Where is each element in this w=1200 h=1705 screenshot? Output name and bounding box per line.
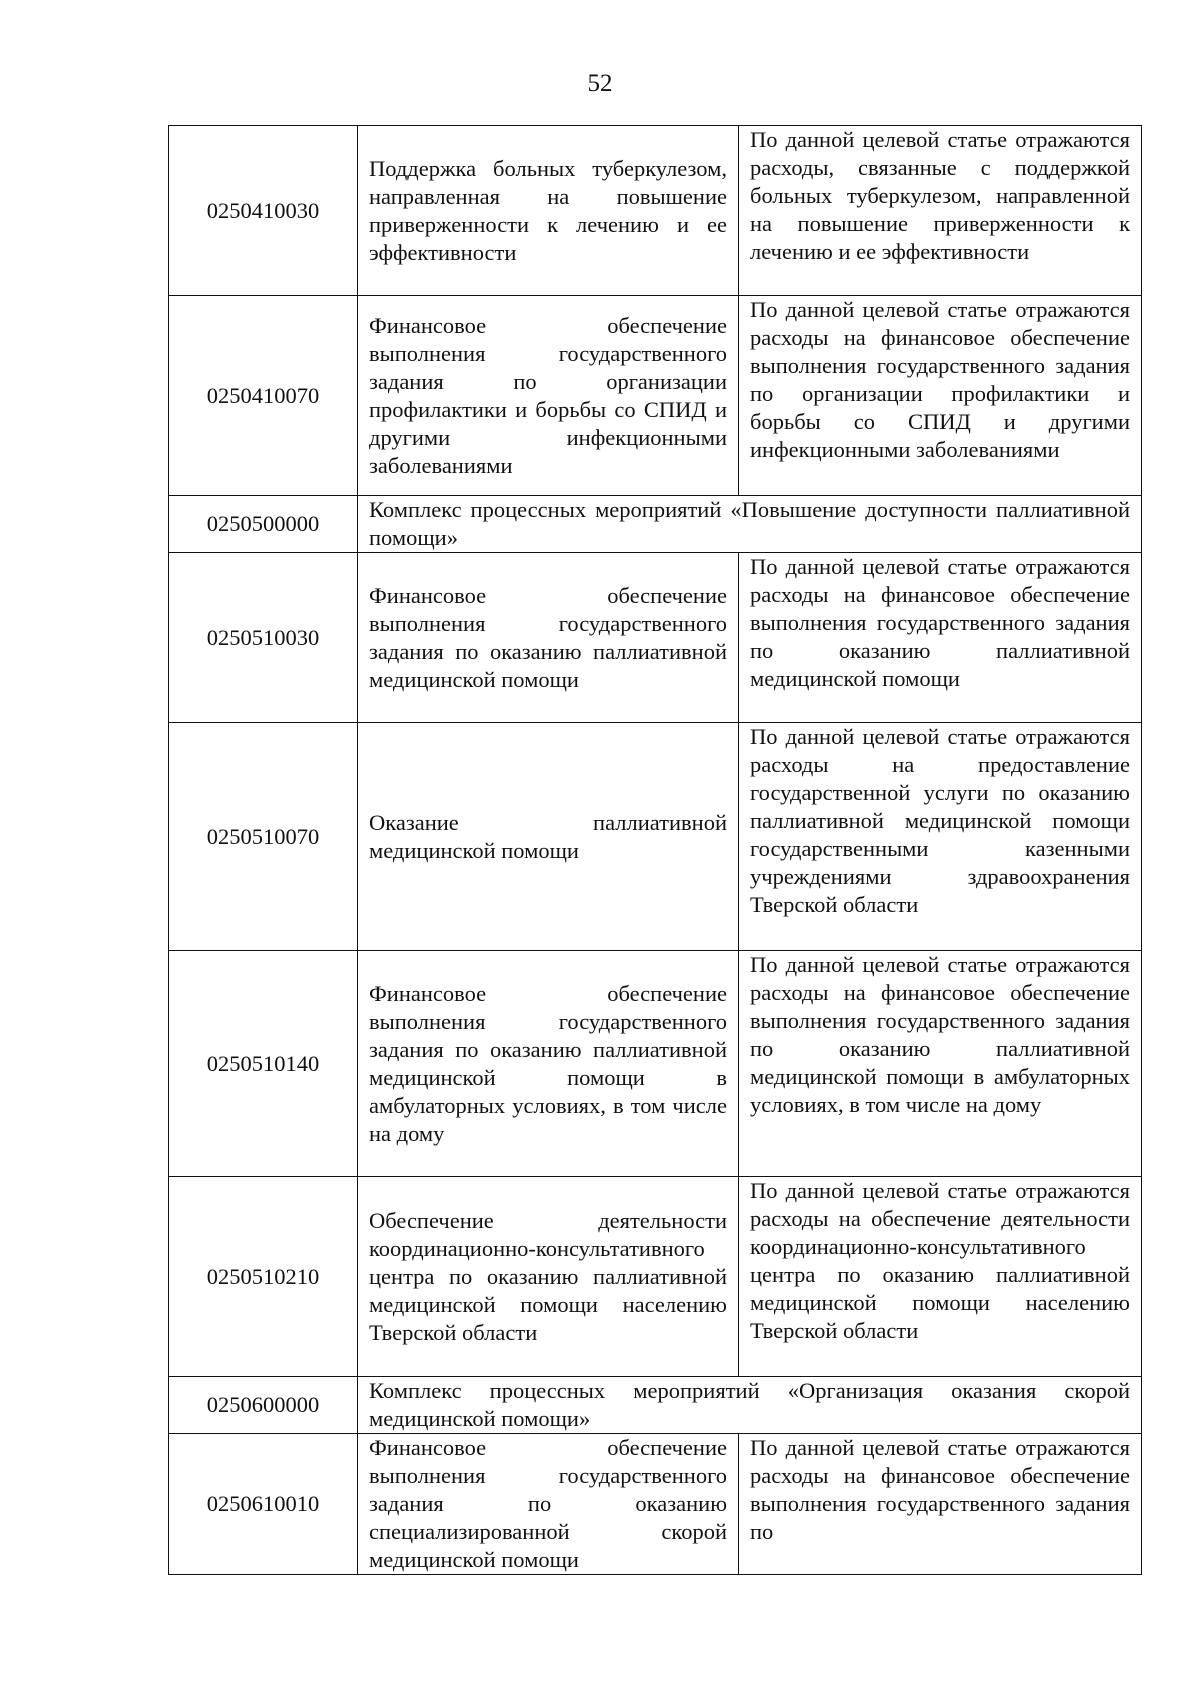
target-description: По данной целевой статье отражаются расходы на финансовое обеспечение выполнения государственного задания по организации профилактики и борьбы со СПИД и другими инфекционными заболеваниями: [739, 296, 1142, 496]
table-row: [169, 723, 1142, 951]
target-code: 0250600000: [169, 1377, 358, 1434]
table-row: [169, 1434, 1142, 1575]
table-row-section: [169, 1377, 1142, 1434]
target-code: 0250510070: [169, 723, 358, 951]
target-code: 0250410070: [169, 296, 358, 496]
table-row: [169, 553, 1142, 723]
target-code: 0250610010: [169, 1434, 358, 1575]
page-number: 52: [587, 70, 613, 97]
table-row: [169, 951, 1142, 1177]
table-row: [169, 296, 1142, 496]
target-code: 0250510140: [169, 951, 358, 1177]
target-description: По данной целевой статье отражаются расходы, связанные с поддержкой больных туберкулезом, направленной на повышение приверженности к лечению и ее эффективности: [739, 126, 1142, 296]
target-description: По данной целевой статье отражаются расходы на финансовое обеспечение выполнения государственного задания по: [739, 1434, 1142, 1575]
target-description: По данной целевой статье отражаются расходы на обеспечение деятельности координационно-консультативного центра по оказанию паллиативной медицинской помощи населению Тверской области: [739, 1177, 1142, 1377]
table-row: [169, 1177, 1142, 1377]
target-description: По данной целевой статье отражаются расходы на финансовое обеспечение выполнения государственного задания по оказанию паллиативной медицинской помощи в амбулаторных условиях, в том числе на дому: [739, 951, 1142, 1177]
target-code: 0250510210: [169, 1177, 358, 1377]
target-code: 0250510030: [169, 553, 358, 723]
table-row: [169, 126, 1142, 296]
table-row-section: [169, 496, 1142, 553]
target-description: По данной целевой статье отражаются расходы на предоставление государственной услуги по оказанию паллиативной медицинской помощи государственными казенными учреждениями здравоохранения Тверской области: [739, 723, 1142, 951]
target-name: Финансовое обеспечение выполнения государственного задания по оказанию паллиативной медицинской помощи в амбулаторных условиях, в том числе на дому: [358, 951, 739, 1177]
section-name: Комплекс процессных мероприятий «Организация оказания скорой медицинской помощи»: [358, 1377, 1142, 1434]
target-description: По данной целевой статье отражаются расходы на финансовое обеспечение выполнения государственного задания по оказанию паллиативной медицинской помощи: [739, 553, 1142, 723]
target-code: 0250500000: [169, 496, 358, 553]
target-name: Обеспечение деятельности координационно-консультативного центра по оказанию паллиативной медицинской помощи населению Тверской области: [358, 1177, 739, 1377]
target-name: Оказание паллиативной медицинской помощи: [358, 723, 739, 951]
target-name: Финансовое обеспечение выполнения государственного задания по организации профилактики и борьбы со СПИД и другими инфекционными заболеваниями: [358, 296, 739, 496]
section-name: Комплекс процессных мероприятий «Повышение доступности паллиативной помощи»: [358, 496, 1142, 553]
target-code: 0250410030: [169, 126, 358, 296]
budget-classification-table: [168, 125, 1142, 1575]
target-name: Финансовое обеспечение выполнения государственного задания по оказанию паллиативной медицинской помощи: [358, 553, 739, 723]
target-name: Поддержка больных туберкулезом, направленная на повышение приверженности к лечению и ее эффективности: [358, 126, 739, 296]
target-name: Финансовое обеспечение выполнения государственного задания по оказанию специализированной скорой медицинской помощи: [358, 1434, 739, 1575]
